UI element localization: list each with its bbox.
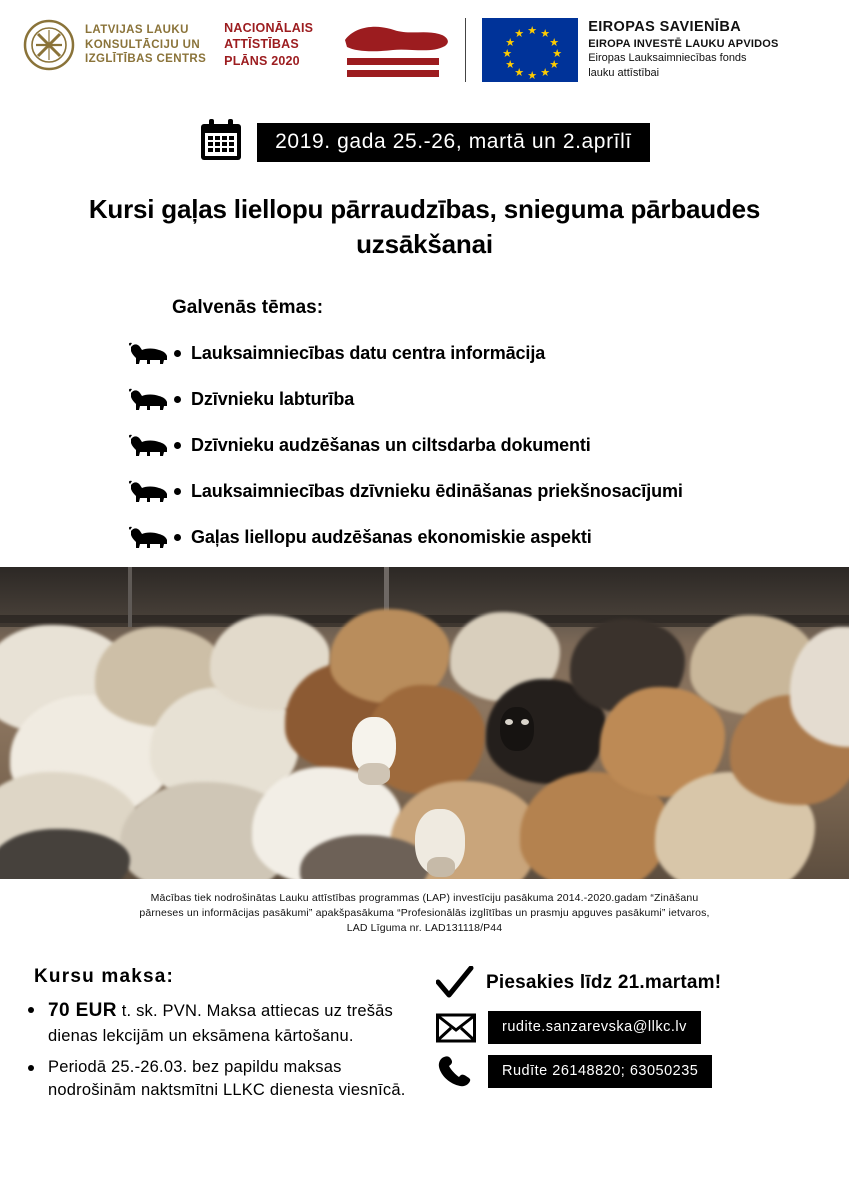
phone-icon (436, 1054, 476, 1088)
lap-line-2: ATTĪSTĪBAS (224, 37, 299, 52)
caption-line-2: pārneses un informācijas pasākumi” apakšpasākuma “Profesionālās izglītības un prasmju apguves pasākumi” ietvaros, (139, 906, 710, 919)
footer-section (0, 966, 849, 1109)
header-divider (465, 18, 466, 82)
envelope-icon (436, 1013, 476, 1043)
fee-block (22, 966, 422, 1109)
lap-logo (224, 18, 313, 69)
eu-fund-line-2: lauku attīstībai (588, 66, 660, 79)
eu-title: EIROPAS SAVIENĪBA (588, 19, 742, 35)
fee-note: t. sk. PVN. Maksa attiecas uz trešās dienas lekcijām un eksāmena kārtošanu. (48, 1002, 394, 1046)
list-item (128, 427, 849, 465)
lap-line-3: PLĀNS 2020 (224, 53, 300, 68)
email-row[interactable] (436, 1011, 827, 1044)
topic-label: Gaļas liellopu audzēšanas ekonomiskie aspekti (191, 527, 592, 548)
signup-deadline (436, 966, 827, 1000)
check-icon (436, 966, 474, 1000)
llkc-logo-text (85, 23, 206, 67)
cow-icon (128, 525, 172, 551)
list-item (128, 381, 849, 419)
phone-numbers[interactable]: Rudīte 26148820; 63050235 (488, 1055, 712, 1088)
eu-subtitle: EIROPA INVESTĒ LAUKU APVIDOS (588, 38, 779, 50)
calendar-icon (199, 118, 243, 166)
lap-logo-text (224, 18, 313, 69)
latvia-map-flag-icon (339, 18, 459, 82)
llkc-logo (22, 18, 206, 72)
funding-caption (42, 891, 807, 937)
list-item (128, 473, 849, 511)
fee-list (22, 998, 422, 1102)
topic-label: Lauksaimniecības datu centra informācija (191, 343, 546, 364)
page-title: Kursi gaļas liellopu pārraudzības, snieguma pārbaudes uzsākšanai (88, 194, 761, 260)
eu-logo-text (588, 18, 778, 80)
page-header (0, 0, 849, 100)
lap-line-1: NACIONĀLAIS (224, 21, 314, 35)
fee-heading: Kursu maksa: (34, 966, 175, 988)
bullet (174, 488, 181, 495)
cattle-photo (0, 567, 849, 879)
topic-label: Dzīvnieku audzēšanas un ciltsdarba dokumenti (191, 435, 591, 456)
cow-icon (128, 433, 172, 459)
date-banner (0, 118, 849, 166)
llkc-line-1: LATVIJAS LAUKU (85, 23, 189, 36)
topic-label: Lauksaimniecības dzīvnieku ēdināšanas priekšnosacījumi (191, 481, 683, 502)
list-item (22, 1056, 422, 1103)
llkc-line-2: KONSULTĀCIJU UN (85, 38, 201, 51)
eu-flag-icon: ★ ★ ★ ★ ★ ★ ★ ★ ★ ★ ★ ★ (482, 18, 578, 82)
email-address[interactable]: rudite.sanzarevska@llkc.lv (488, 1011, 701, 1044)
cow-icon (128, 479, 172, 505)
topic-label: Dzīvnieku labturība (191, 389, 355, 410)
phone-row[interactable] (436, 1054, 827, 1088)
eu-fund-line-1: Eiropas Lauksaimniecības fonds (588, 52, 747, 65)
bullet (174, 442, 181, 449)
list-item (128, 335, 849, 373)
bullet (174, 350, 181, 357)
llkc-emblem-icon (22, 18, 76, 72)
llkc-line-3: IZGLĪTĪBAS CENTRS (85, 53, 207, 66)
cow-icon (128, 387, 172, 413)
signup-deadline-text: Piesakies līdz 21.martam! (486, 972, 722, 994)
bullet (174, 534, 181, 541)
lodging-note: Periodā 25.-26.03. bez papildu maksas nodrošinām naktsmītni LLKC dienesta viesnīcā. (48, 1057, 406, 1100)
eu-logo (482, 18, 778, 82)
caption-line-1: Mācības tiek nodrošinātas Lauku attīstības programmas (LAP) investīciju pasākuma 2014.-2020.gadam “Zināšanu (150, 891, 699, 904)
list-item (128, 519, 849, 557)
cow-icon (128, 341, 172, 367)
topics-heading: Galvenās tēmas: (172, 296, 324, 318)
caption-line-3: LAD Līguma nr. LAD131118/P44 (346, 922, 503, 935)
contact-block (422, 966, 827, 1109)
list-item (22, 998, 422, 1048)
topics-list (0, 335, 849, 557)
date-text: 2019. gada 25.-26, martā un 2.aprīlī (257, 123, 650, 162)
bullet (174, 396, 181, 403)
fee-amount: 70 EUR (48, 1000, 117, 1022)
